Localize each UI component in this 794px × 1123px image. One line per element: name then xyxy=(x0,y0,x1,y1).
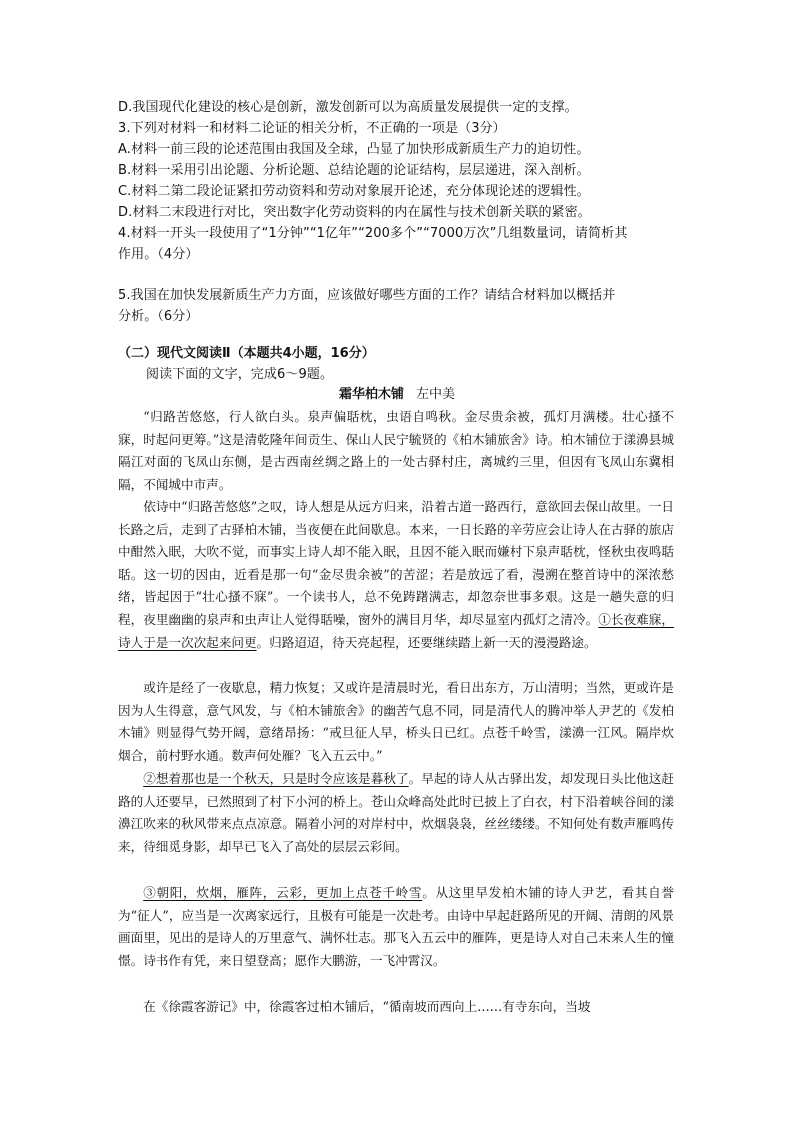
q3-option-a: A.材料一前三段的论述范围由我国及全球，凸显了加快形成新质生产力的迫切性。 xyxy=(118,142,590,157)
q4-stem-line2: 作用。（4分） xyxy=(118,247,199,262)
article-paragraph-3: 或许是经了一夜歇息，精力恢复；又或许是清晨时光，看日出东方，万山清明；当然，更或许是因为人生得意，意气风发，与《柏木铺旅舍》的幽苦气息不同，同是清代人的腾冲举人尹艺的《发柏木铺》则显得气势开阔，意绪昂扬：“戒旦征人早，桥头日已红。点苍千岭雪，漾濞一江风。隔岸炊烟合，前村野水通。数声何处雁？飞入五云中。” xyxy=(118,680,674,763)
q3-stem: 3.下列对材料一和材料二论证的相关分析，不正确的一项是（3分） xyxy=(118,121,506,136)
paragraph-4-text-after: 。早起的诗人从古驿出发，却发现日头比他这赶路的人还要早，已然照到了村下小河的桥上。苍山众峰高处此时已披上了白衣，村下沿着峡谷间的漾濞江吹来的秋风带来点点凉意。隔着小河的对岸村中，炊烟袅袅，丝丝缕缕。不知何处有数声雁鸣传来，待细觅身影，却早已飞入了高处的层层云彩间。 xyxy=(118,771,675,854)
q2-option-d: D.我国现代化建设的核心是创新，激发创新可以为高质量发展提供一定的支撑。 xyxy=(118,100,578,115)
q5-stem-line2: 分析。（6分） xyxy=(118,309,199,324)
article-paragraph-6: 在《徐霞客游记》中，徐霞客过柏木铺后，“循南坡而西向上……有寺东向，当坡 xyxy=(143,999,591,1014)
paragraph-2-text-after: 。归路迢迢，待天亮起程，还要继续踏上新一天的漫漫路途。 xyxy=(256,634,597,650)
article-paragraph-1: “归路苦悠悠，行人欲白头。泉声偏聒枕，虫语自鸣秋。金尽贵余被，孤灯月满楼。壮心搔不寐，时起问更筹。”这是清乾隆年间贡生、保山人民宁毓贤的《柏木铺旅舍》诗。柏木铺位于漾濞县城隔江对面的飞凤山东侧，是古西南丝绸之路上的一处古驿村庄，离城约三里，但因有飞凤山东冀相隔，不闻城中市声。 xyxy=(118,409,674,492)
underlined-sentence-3: ③朝阳，炊烟，雁阵，云彩，更加上点苍千岭雪 xyxy=(143,885,423,900)
q3-option-c: C.材料二第二段论证紧扣劳动资料和劳动对象展开论述，充分体现论述的逻辑性。 xyxy=(118,184,590,199)
article-paragraph-2 xyxy=(118,496,674,654)
underlined-sentence-1: ①长夜难寐，诗人于是一次次起来问更 xyxy=(118,611,675,650)
paragraph-2-text-before: 依诗中“归路苦悠悠”之叹，诗人想是从远方归来，沿着古道一路西行，意欲回去保山故里。一日长路之后，走到了古驿柏木铺，当夜便在此间歇息。本来，一日长路的辛劳应会让诗人在古驿的旅店中酣然入眠，大吹不觉，而事实上诗人却不能入眠，且因不能入眠而嫌村下泉声聒枕，怪秋虫夜鸣聒聒。这一切的因由，近看是那一句“金尽贵余被”的苦涩；若是放远了看，漫溯在整首诗中的深浓愁绪，皆起因于“壮心搔不寐”。一个读书人，总不免踌躇满志，却忽奈世事多艰。这是一趟失意的归程，夜里幽幽的泉声和虫声让人觉得聒噪，窗外的满目月华，却尽显室内孤灯之清冷。 xyxy=(118,499,674,627)
article-header xyxy=(0,385,794,405)
article-paragraph-4 xyxy=(118,768,674,858)
article-author: 左中美 xyxy=(416,387,456,402)
q5-stem-line1: 5.我国在加快发展新质生产力方面，应该做好哪些方面的工作？请结合材料加以概括并 xyxy=(118,288,616,303)
q3-option-b: B.材料一采用引出论题、分析论题、总结论题的论证结构，层层递进，深入剖析。 xyxy=(118,163,590,178)
article-title: 霜华柏木铺 xyxy=(338,387,404,402)
paragraph-5-text-after: 。从这里早发柏木铺的诗人尹艺，看其自誉为“征人”，应当是一次离家远行，且极有可能是一次赴考。由诗中早起赶路所见的开阔、清朗的风景画面里，见出的是诗人的万里意气、满怀壮志。那飞入五云中的雁阵，更是诗人对自己未来人生的憧憬。诗书作有凭，来日望登高；愿作大鹏游，一飞冲霄汉。 xyxy=(118,885,675,968)
q3-option-d: D.材料二末段进行对比，突出数字化劳动资料的内在属性与技术创新关联的紧密。 xyxy=(118,205,591,220)
underlined-sentence-2: ②想着那也是一个秋天，只是时令应该是暮秋了 xyxy=(143,771,409,786)
section-instruction: 阅读下面的文字，完成6～9题。 xyxy=(146,367,334,382)
article-paragraph-5 xyxy=(118,882,674,972)
section-heading: （二）现代文阅读Ⅱ（本题共4小题，16分） xyxy=(118,346,375,361)
q4-stem-line1: 4.材料一开头一段使用了“1分钟”“1亿年”“200多个”“7000万次”几组数量词，请简析其 xyxy=(118,226,628,241)
